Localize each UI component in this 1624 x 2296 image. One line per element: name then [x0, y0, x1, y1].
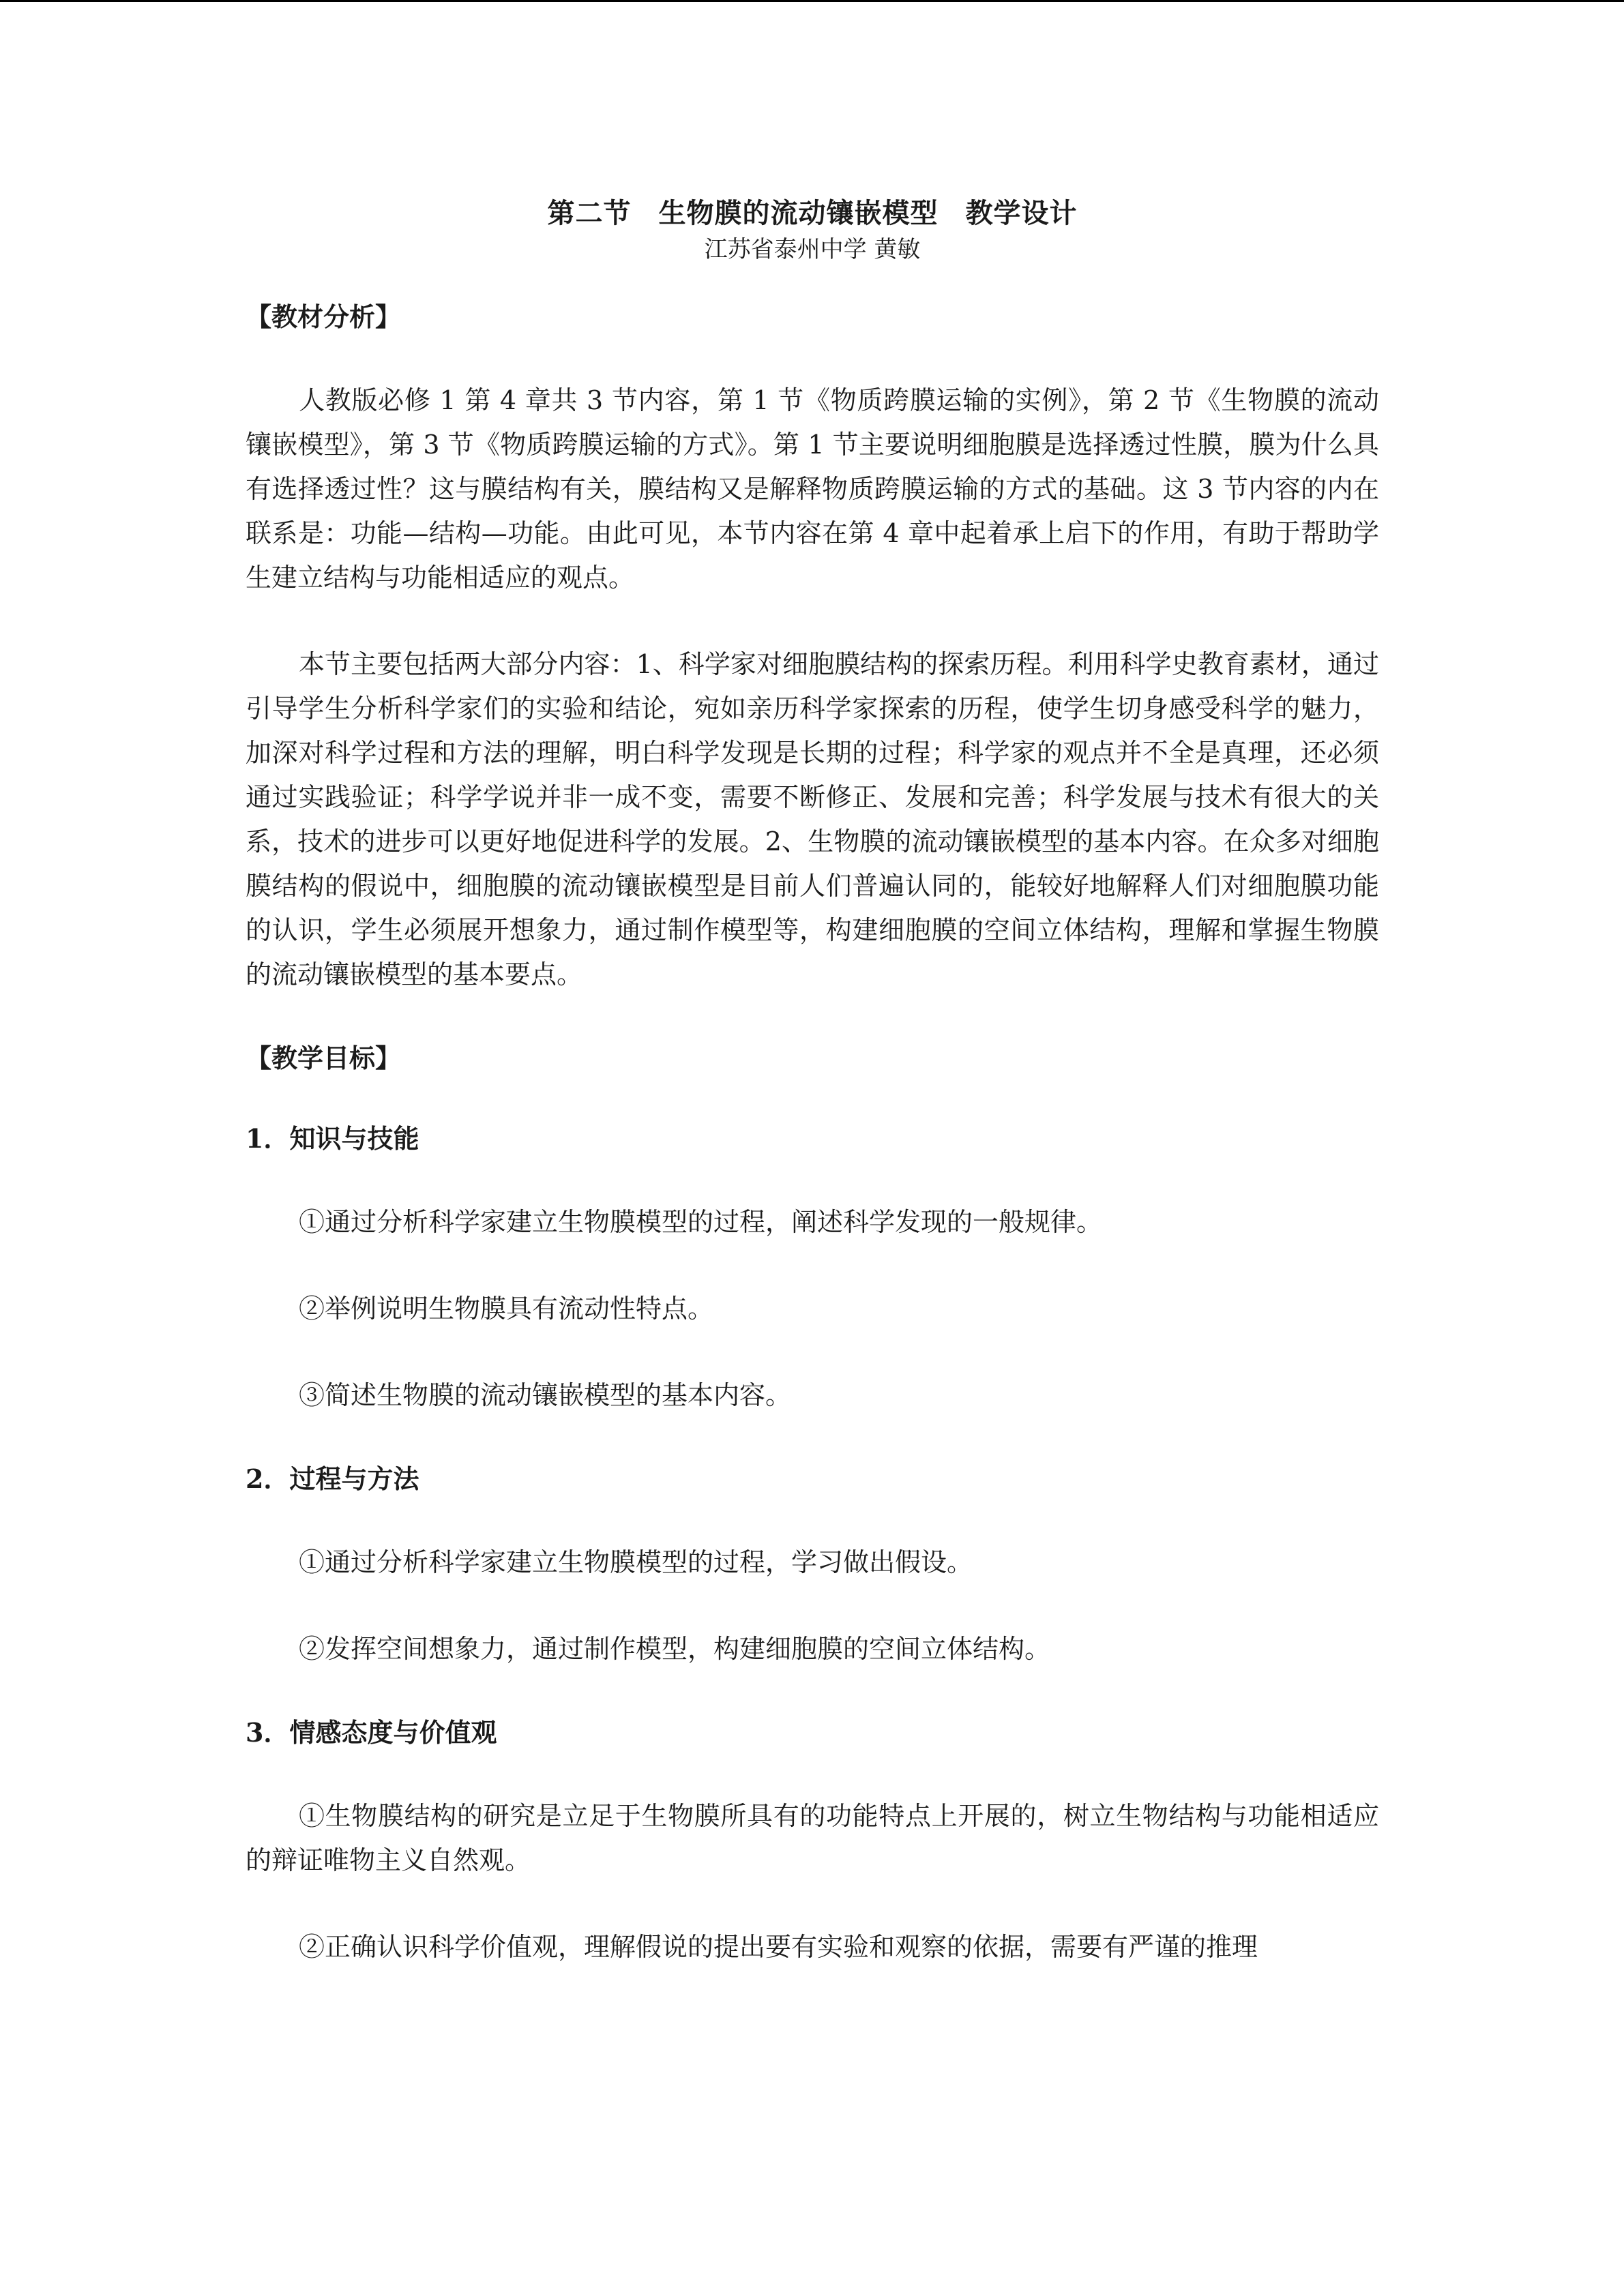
- analysis-paragraph-1: 人教版必修 1 第 4 章共 3 节内容，第 1 节《物质跨膜运输的实例》，第 2 节《生物膜的流动镶嵌模型》，第 3 节《物质跨膜运输的方式》。第 1 节主要说明细胞膜是选择透过性膜，膜为什么具有选择透过性？这与膜结构有关，膜结构又是解释物质跨膜运输的方式的基础。这 3 节内容的内在联系是：功能—结构—功能。由此可见，本节内容在第 4 章中起着承上启下的作用，有助于帮助学生建立结构与功能相适应的观点。: [246, 385, 1379, 593]
- document-title: [246, 194, 1379, 233]
- objective-item: ①生物膜结构的研究是立足于生物膜所具有的功能特点上开展的，树立生物结构与功能相适应的辩证唯物主义自然观。: [246, 1801, 1379, 1875]
- objective-group-heading-knowledge: 1．知识与技能: [246, 1123, 419, 1154]
- title-topic: 生物膜的流动镶嵌模型: [658, 197, 939, 229]
- title-section-number: 第二节: [547, 197, 632, 229]
- section-heading-analysis: 【教材分析】: [246, 301, 402, 332]
- objective-item: ③简述生物膜的流动镶嵌模型的基本内容。: [299, 1380, 792, 1410]
- objective-item: ②正确认识科学价值观，理解假说的提出要有实验和观察的依据，需要有严谨的推理: [299, 1932, 1258, 1962]
- objective-item: ②发挥空间想象力，通过制作模型，构建细胞膜的空间立体结构。: [299, 1634, 1051, 1664]
- objective-item: ②举例说明生物膜具有流动性特点。: [299, 1294, 714, 1324]
- objective-group-heading-attitude: 3．情感态度与价值观: [246, 1717, 497, 1748]
- objective-group-heading-process: 2．过程与方法: [246, 1463, 419, 1494]
- page-top-border: [0, 0, 1624, 2]
- analysis-paragraph-2: 本节主要包括两大部分内容：1、科学家对细胞膜结构的探索历程。利用科学史教育素材，通过引导学生分析科学家们的实验和结论，宛如亲历科学家探索的历程，使学生切身感受科学的魅力，加深对科学过程和方法的理解，明白科学发现是长期的过程；科学家的观点并不全是真理，还必须通过实践验证；科学学说并非一成不变，需要不断修正、发展和完善；科学发展与技术有很大的关系，技术的进步可以更好地促进科学的发展。2、生物膜的流动镶嵌模型的基本内容。在众多对细胞膜结构的假说中，细胞膜的流动镶嵌模型是目前人们普遍认同的，能较好地解释人们对细胞膜功能的认识，学生必须展开想象力，通过制作模型等，构建细胞膜的空间立体结构，理解和掌握生物膜的流动镶嵌模型的基本要点。: [246, 649, 1379, 989]
- section-heading-objectives: 【教学目标】: [246, 1043, 402, 1073]
- objective-item: ①通过分析科学家建立生物膜模型的过程，阐述科学发现的一般规律。: [299, 1207, 1103, 1237]
- title-type: 教学设计: [965, 197, 1078, 229]
- document-author: 江苏省泰州中学 黄敏: [704, 236, 921, 263]
- objective-item: ①通过分析科学家建立生物膜模型的过程，学习做出假设。: [299, 1547, 973, 1577]
- document-page: [246, 194, 1379, 2012]
